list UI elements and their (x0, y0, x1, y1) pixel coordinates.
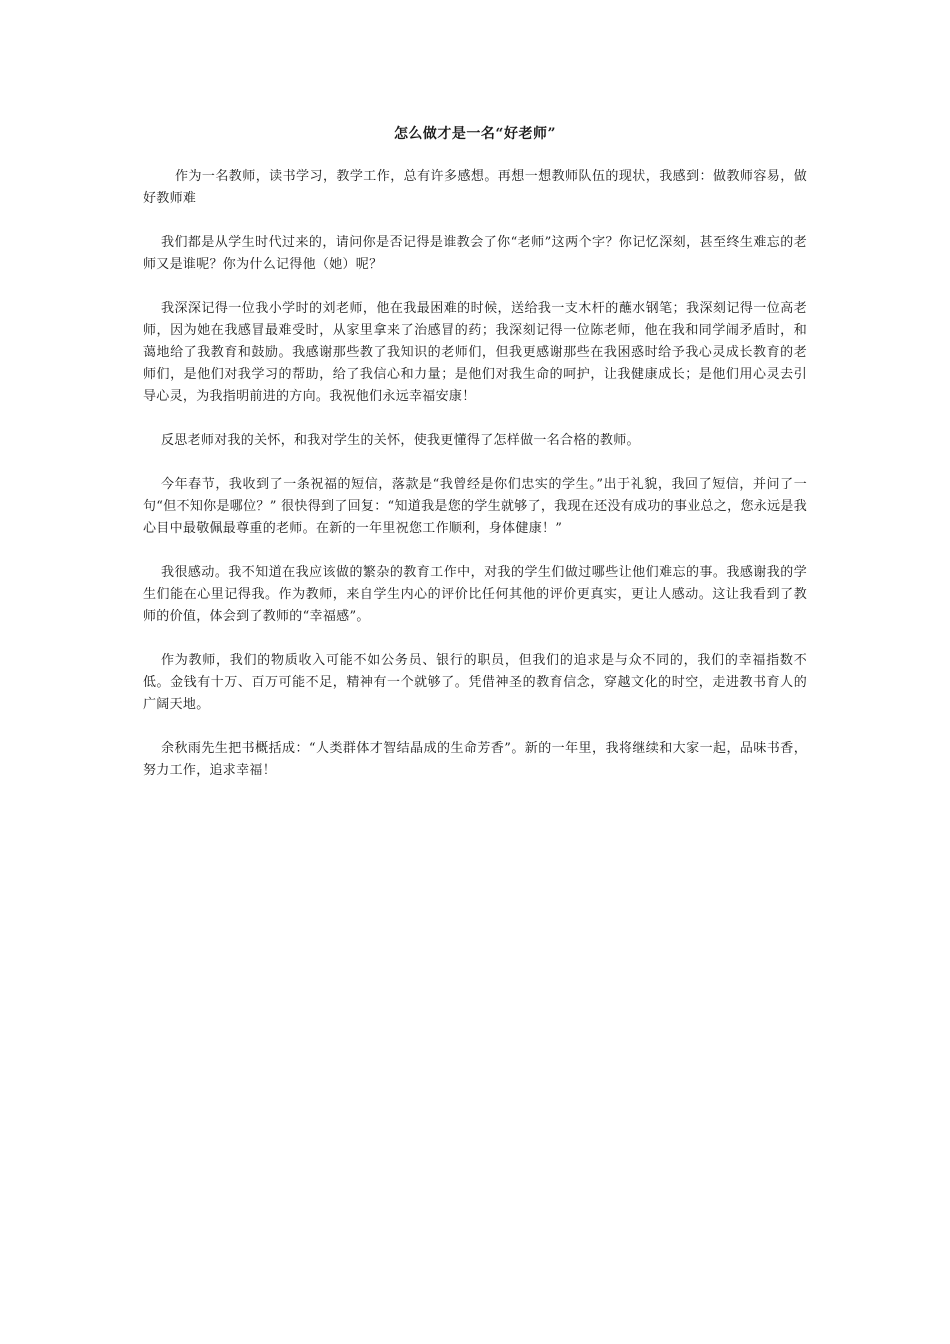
paragraph-7: 作为教师，我们的物质收入可能不如公务员、银行的职员，但我们的追求是与众不同的，我们的幸福指数不低。金钱有十万、百万可能不足，精神有一个就够了。凭借神圣的教育信念，穿越文化的时空，走进教书育人的广阔天地。 (143, 653, 807, 712)
paragraph-4: 反思老师对我的关怀，和我对学生的关怀，使我更懂得了怎样做一名合格的教师。 (161, 433, 640, 448)
paragraph-8: 余秋雨先生把书概括成：“人类群体才智结晶成的生命芳香”。新的一年里，我将继续和大家一起，品味书香，努力工作，追求幸福！ (143, 741, 807, 778)
paragraph-5: 今年春节，我收到了一条祝福的短信，落款是“我曾经是你们忠实的学生。”出于礼貌，我回了短信，并问了一句“但不知你是哪位？” 很快得到了回复：“知道我是您的学生就够了，我现在还没有成功的事业总之，您永远是我心目中最敬佩最尊重的老师。在新的一年里祝您工作顺利，身体健康！” (143, 477, 807, 536)
paragraph-2: 我们都是从学生时代过来的，请问你是否记得是谁教会了你“老师”这两个字？你记忆深刻，甚至终生难忘的老师又是谁呢？你为什么记得他（她）呢？ (143, 235, 807, 272)
document-title: 怎么做才是一名“好老师” (393, 126, 557, 142)
paragraph-6: 我很感动。我不知道在我应该做的繁杂的教育工作中，对我的学生们做过哪些让他们难忘的事。我感谢我的学生们能在心里记得我。作为教师，来自学生内心的评价比任何其他的评价更真实，更让人感动。这让我看到了教师的价值，体会到了教师的“幸福感”。 (143, 565, 807, 624)
paragraph-3: 我深深记得一位我小学时的刘老师，他在我最困难的时候，送给我一支木杆的蘸水钢笔；我深刻记得一位高老师，因为她在我感冒最难受时，从家里拿来了治感冒的药；我深刻记得一位陈老师，他在我和同学闹矛盾时，和蔼地给了我教育和鼓励。我感谢那些教了我知识的老师们，但我更感谢那些在我困惑时给予我心灵成长教育的老师们，是他们对我学习的帮助，给了我信心和力量；是他们对我生命的呵护，让我健康成长；是他们用心灵去引导心灵，为我指明前进的方向。我祝他们永远幸福安康！ (143, 301, 807, 404)
document-page (143, 122, 807, 804)
paragraph-1: 作为一名教师，读书学习，教学工作，总有许多感想。再想一想教师队伍的现状，我感到：做教师容易，做好教师难 (143, 169, 807, 206)
